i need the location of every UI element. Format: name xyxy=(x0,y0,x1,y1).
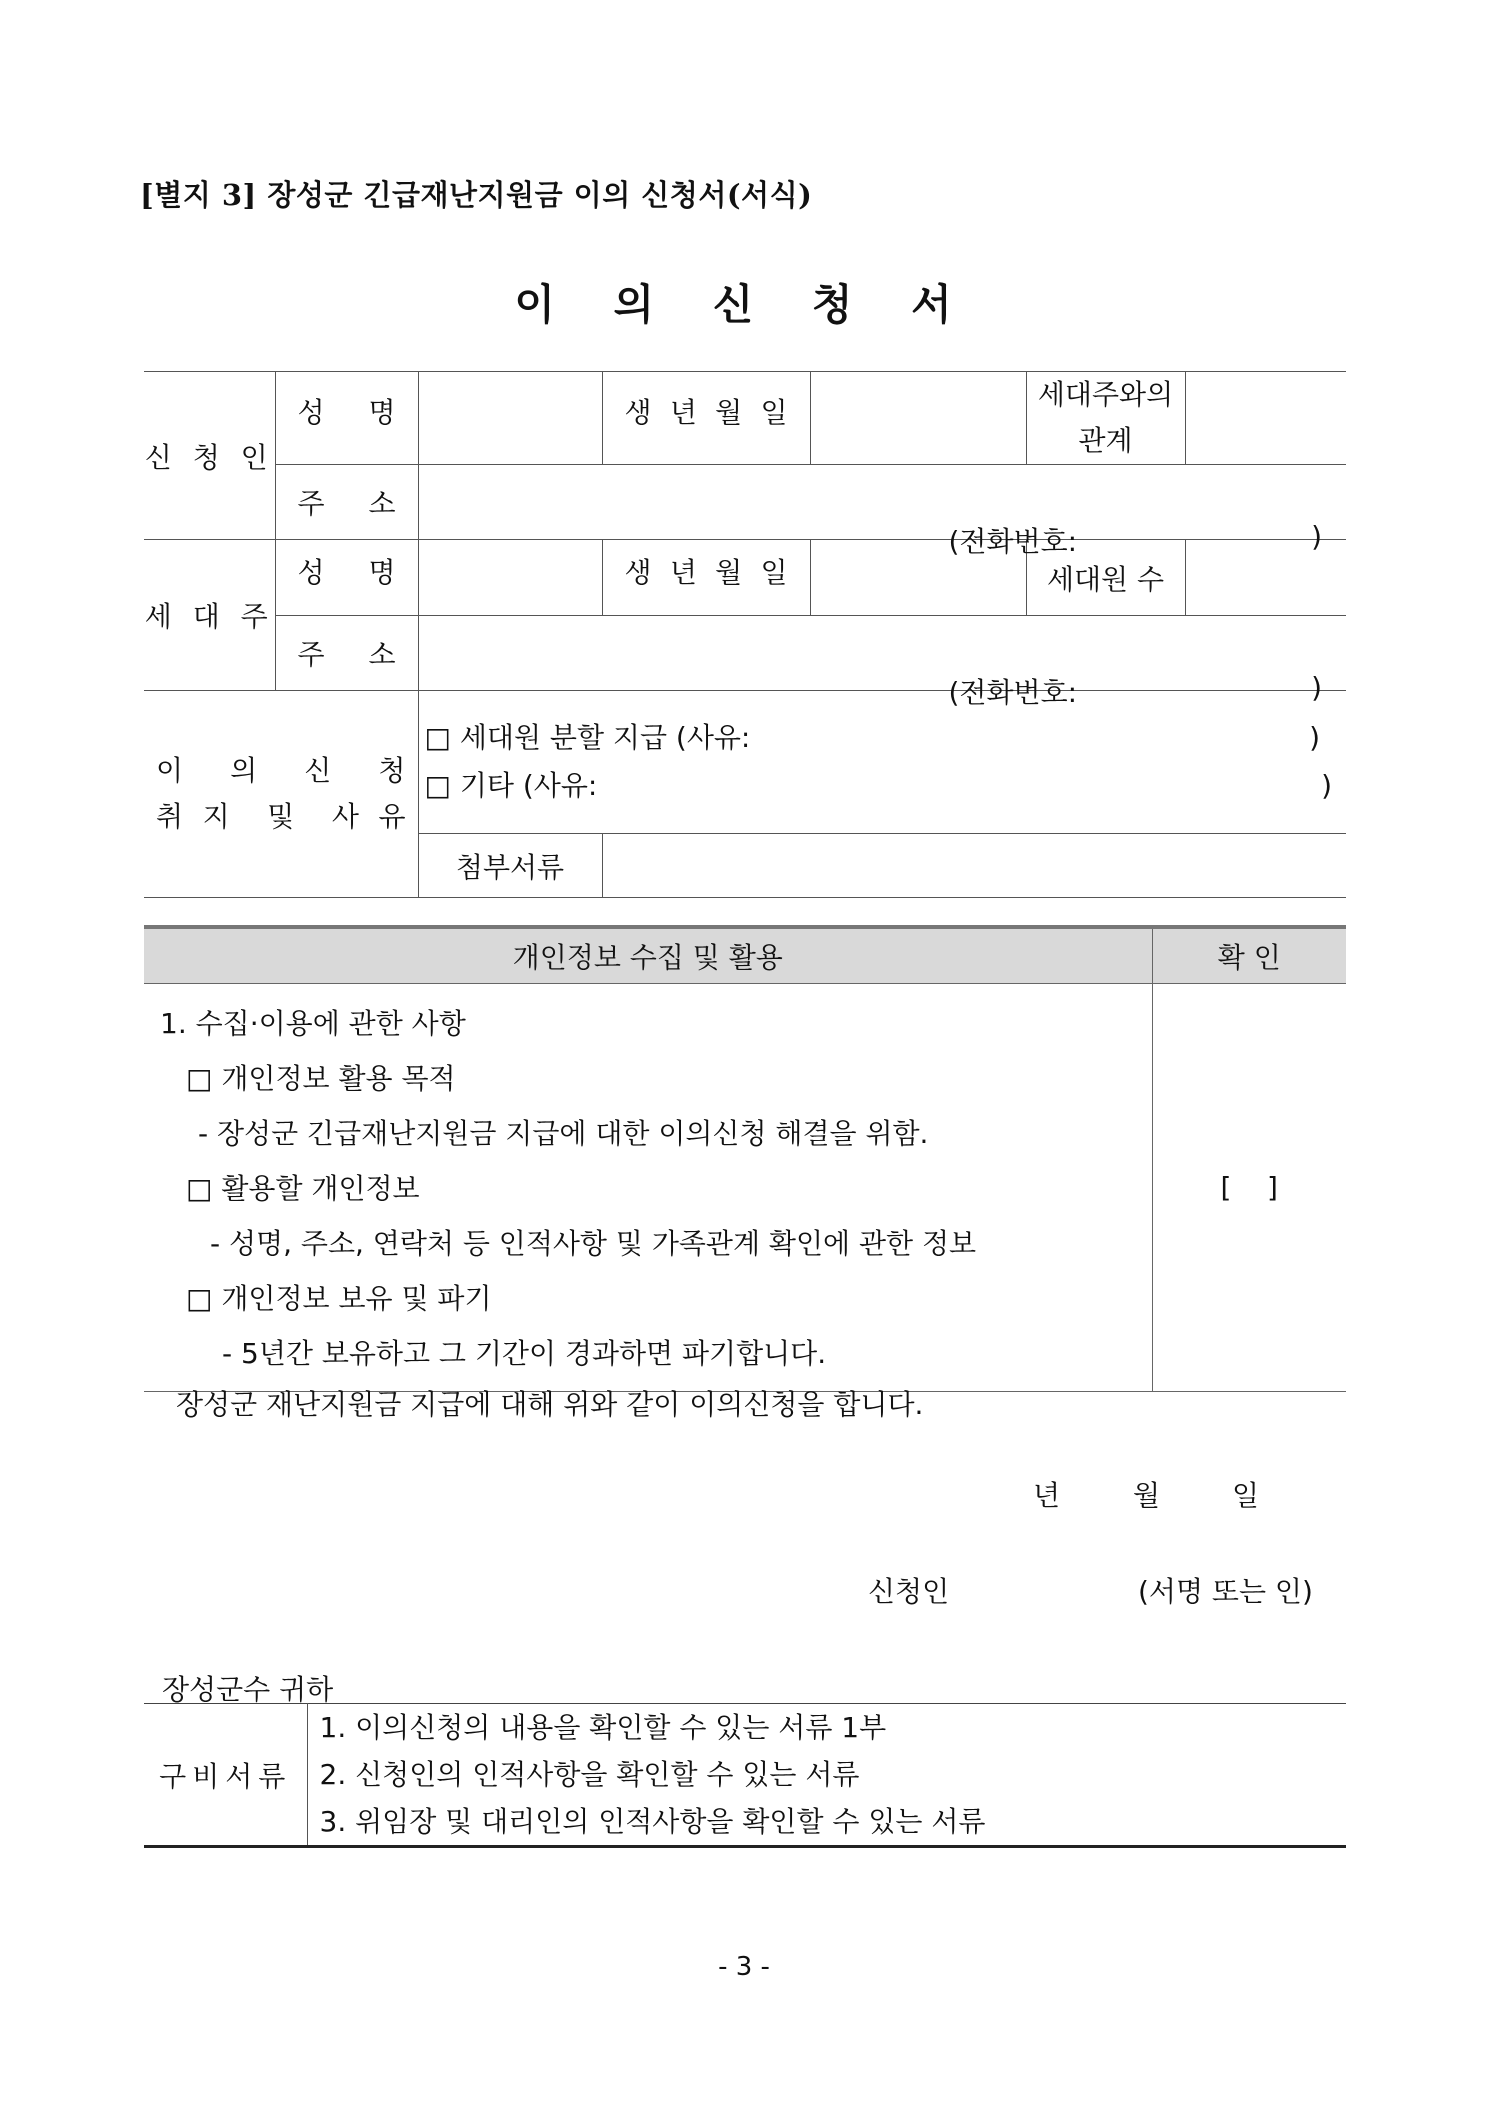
applicant-address-label: 주 소 xyxy=(275,465,418,540)
householder-section-label: 세 대 주 xyxy=(144,540,275,691)
required-docs-list xyxy=(307,1704,1346,1847)
date-month-label: 월 xyxy=(1133,1479,1161,1512)
privacy-item: - 5년간 보유하고 그 기간이 경과하면 파기합니다. xyxy=(222,1337,827,1370)
privacy-confirm-checkbox[interactable]: [ ] xyxy=(1152,984,1346,1392)
householder-address-field[interactable] xyxy=(418,616,1346,709)
objection-reason-options: □ 세대원 분할 지급 (사유: ) □ 기타 (사유: ) xyxy=(418,691,1346,834)
application-form-table xyxy=(144,371,1346,898)
objection-purpose-label: 이 의 신 청 취 지 및 사 유 xyxy=(144,691,418,898)
required-docs-label: 구비서류 xyxy=(144,1704,307,1847)
applicant-phone-close: ) xyxy=(1311,520,1322,553)
applicant-address-field[interactable] xyxy=(418,465,1346,558)
privacy-item: □ 개인정보 보유 및 파기 xyxy=(186,1282,492,1315)
householder-birth-label: 생 년 월 일 xyxy=(602,540,810,616)
privacy-terms-list xyxy=(144,984,1152,1392)
householder-name-field[interactable] xyxy=(418,540,602,616)
required-documents-table xyxy=(144,1703,1346,1848)
required-doc-item: 1. 이의신청의 내용을 확인할 수 있는 서류 1부 xyxy=(319,1711,887,1744)
privacy-item: - 장성군 긴급재난지원금 지급에 대한 이의신청 해결을 위함. xyxy=(198,1117,929,1150)
applicant-name-field[interactable] xyxy=(418,372,602,465)
householder-phone-label: (전화번호: xyxy=(948,676,1078,709)
applicant-section-label: 신 청 인 xyxy=(144,372,275,540)
option-other-checkbox[interactable]: □ 기타 (사유: xyxy=(424,769,598,802)
addressee: 장성군수 귀하 xyxy=(162,1673,334,1706)
declaration-statement: 장성군 재난지원금 지급에 대해 위와 같이 이의신청을 합니다. xyxy=(176,1388,924,1421)
required-doc-item: 3. 위임장 및 대리인의 인적사항을 확인할 수 있는 서류 xyxy=(319,1805,986,1838)
attachments-label: 첨부서류 xyxy=(418,834,602,898)
householder-phone-close: ) xyxy=(1311,671,1322,704)
form-annex-header: [별지 3] 장성군 긴급재난지원금 이의 신청서(서식) xyxy=(140,178,813,212)
householder-name-label: 성 명 xyxy=(275,540,418,616)
confirm-header: 확 인 xyxy=(1152,927,1346,984)
signature-field[interactable]: (서명 또는 인) xyxy=(1138,1575,1313,1608)
household-members-label: 세대원 수 xyxy=(1026,540,1185,616)
applicant-birth-label: 생 년 월 일 xyxy=(602,372,810,465)
householder-address-label: 주 소 xyxy=(275,616,418,691)
page-number: - 3 - xyxy=(718,1952,770,1982)
privacy-item: 1. 수집·이용에 관한 사항 xyxy=(160,1007,466,1040)
privacy-header: 개인정보 수집 및 활용 xyxy=(144,927,1152,984)
privacy-item: □ 활용할 개인정보 xyxy=(186,1172,420,1205)
required-doc-item: 2. 신청인의 인적사항을 확인할 수 있는 서류 xyxy=(319,1758,860,1791)
applicant-relation-label: 세대주와의 관계 xyxy=(1026,372,1185,465)
document-title: 이 의 신 청 서 xyxy=(514,280,974,329)
signer-label: 신청인 xyxy=(868,1575,950,1608)
privacy-item: - 성명, 주소, 연락처 등 인적사항 및 가족관계 확인에 관한 정보 xyxy=(210,1227,977,1260)
date-year-label: 년 xyxy=(1033,1479,1061,1512)
date-day-label: 일 xyxy=(1232,1479,1260,1512)
option-split-payment-checkbox[interactable]: □ 세대원 분할 지급 (사유: xyxy=(424,721,751,754)
privacy-item: □ 개인정보 활용 목적 xyxy=(186,1062,456,1095)
privacy-consent-table xyxy=(144,925,1346,1392)
applicant-name-label: 성 명 xyxy=(275,372,418,465)
applicant-birth-field[interactable] xyxy=(810,372,1026,465)
attachments-field[interactable] xyxy=(602,834,1346,898)
applicant-phone-label: (전화번호: xyxy=(948,525,1078,558)
applicant-relation-field[interactable] xyxy=(1185,372,1346,465)
